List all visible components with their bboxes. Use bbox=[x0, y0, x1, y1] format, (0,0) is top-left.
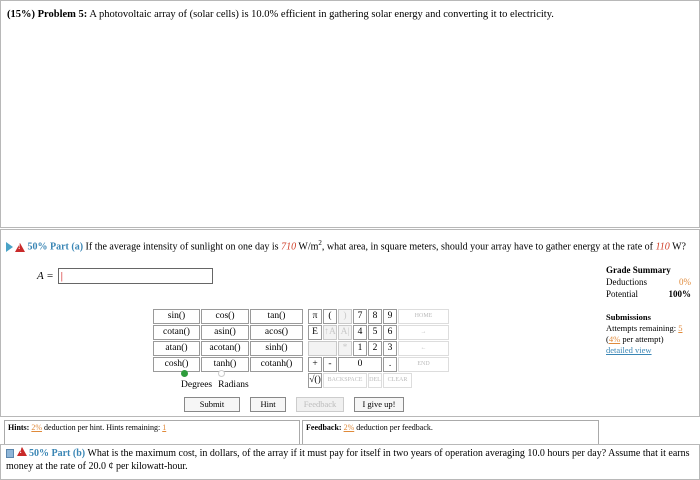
submit-button[interactable]: Submit bbox=[184, 397, 240, 412]
key-acos[interactable]: acos() bbox=[250, 325, 303, 340]
problem-text: A photovoltaic array of (solar cells) is 10.0% efficient in gathering solar energy and converting it to electricity. bbox=[89, 9, 554, 20]
answer-label: A = bbox=[37, 270, 54, 282]
deductions-label: Deductions bbox=[606, 277, 647, 287]
part-b-weight: 50% bbox=[29, 448, 49, 459]
key-pi[interactable]: π bbox=[308, 309, 322, 324]
key-cosh[interactable]: cosh() bbox=[153, 357, 200, 372]
hint-deduction-pct: 2% bbox=[31, 423, 43, 432]
key-3[interactable]: 3 bbox=[383, 341, 397, 356]
feedback-button[interactable]: Feedback bbox=[296, 397, 344, 412]
key-plus[interactable]: + bbox=[308, 357, 322, 372]
potential-label: Potential bbox=[606, 289, 638, 299]
attempts-value: 5 bbox=[678, 323, 683, 333]
hints-text: deduction per hint. Hints remaining: bbox=[44, 423, 161, 432]
key-tan[interactable]: tan() bbox=[250, 309, 303, 324]
part-b-text: What is the maximum cost, in dollars, of the array if it must pay for itself in two years of operation averaging 10.0 hours per day? Assume that it earns money at the rate of 20.0 ¢ per kilowatt-hour. bbox=[6, 448, 690, 472]
answer-row bbox=[37, 268, 213, 284]
key-open-paren[interactable]: ( bbox=[323, 309, 337, 324]
deductions-row bbox=[606, 276, 691, 288]
key-1[interactable]: 1 bbox=[353, 341, 367, 356]
intensity-value: 710 bbox=[281, 241, 297, 253]
attempts-label: Attempts remaining: bbox=[606, 323, 677, 333]
part-a-panel bbox=[0, 229, 700, 432]
key-del[interactable]: DEL bbox=[368, 373, 382, 388]
hint-button[interactable]: Hint bbox=[250, 397, 286, 412]
part-b-question bbox=[6, 447, 696, 473]
problem-points: (15%) bbox=[7, 9, 35, 20]
answer-input[interactable] bbox=[58, 268, 213, 284]
part-a-weight: 50% bbox=[27, 241, 48, 253]
symbol-keys bbox=[308, 309, 449, 388]
key-right-arrow[interactable]: → bbox=[398, 325, 449, 340]
document-icon bbox=[6, 449, 14, 458]
key-close-paren[interactable]: ) bbox=[338, 309, 352, 324]
key-multiply[interactable]: * bbox=[338, 341, 352, 356]
function-keys bbox=[153, 309, 303, 372]
part-b-panel bbox=[0, 444, 700, 480]
key-cos[interactable]: cos() bbox=[201, 309, 249, 324]
hints-remaining: 1 bbox=[162, 423, 167, 432]
key-6[interactable]: 6 bbox=[383, 325, 397, 340]
part-a-text-end: W? bbox=[672, 241, 686, 253]
key-cotanh[interactable]: cotanh() bbox=[250, 357, 303, 372]
warning-icon bbox=[17, 447, 27, 456]
key-acotan[interactable]: acotan() bbox=[201, 341, 249, 356]
problem-panel bbox=[0, 0, 700, 228]
grade-summary-title: Grade Summary bbox=[606, 265, 671, 275]
deductions-value: 0% bbox=[679, 277, 691, 287]
key-8[interactable]: 8 bbox=[368, 309, 382, 324]
degrees-option[interactable] bbox=[181, 370, 212, 390]
hints-label: Hints: bbox=[8, 423, 30, 432]
feedback-text: deduction per feedback. bbox=[356, 423, 433, 432]
key-0[interactable]: 0 bbox=[338, 357, 382, 372]
submissions-title: Submissions bbox=[606, 312, 651, 322]
unit-exponent: 2 bbox=[318, 239, 322, 247]
action-buttons bbox=[184, 397, 404, 412]
part-a-question bbox=[6, 237, 696, 253]
key-clear[interactable]: CLEAR bbox=[383, 373, 412, 388]
potential-value: 100% bbox=[668, 289, 691, 299]
key-end[interactable]: END bbox=[398, 357, 449, 372]
intensity-unit: W/m bbox=[298, 241, 319, 253]
part-a-label: Part (a) bbox=[50, 241, 84, 253]
submissions-panel bbox=[606, 312, 696, 356]
radians-option[interactable] bbox=[218, 370, 249, 390]
key-4[interactable]: 4 bbox=[353, 325, 367, 340]
angle-mode bbox=[181, 370, 249, 390]
radians-label: Radians bbox=[218, 380, 249, 390]
degrees-radio-icon[interactable] bbox=[181, 370, 188, 377]
key-up-a[interactable]: ↑A bbox=[323, 325, 337, 340]
key-7[interactable]: 7 bbox=[353, 309, 367, 324]
key-e[interactable]: E bbox=[308, 325, 322, 340]
key-a-bar[interactable]: A| bbox=[338, 325, 352, 340]
part-a-text-post: , what area, in square meters, should your array have to gather energy at the rate of bbox=[321, 241, 653, 253]
key-sinh[interactable]: sinh() bbox=[250, 341, 303, 356]
key-cotan[interactable]: cotan() bbox=[153, 325, 200, 340]
key-decimal[interactable]: . bbox=[383, 357, 397, 372]
detailed-view-link[interactable]: detailed view bbox=[606, 345, 652, 355]
rate-value: 110 bbox=[655, 241, 670, 253]
give-up-button[interactable]: I give up! bbox=[354, 397, 404, 412]
problem-statement bbox=[7, 8, 697, 22]
radians-radio-icon[interactable] bbox=[218, 370, 225, 377]
expand-arrow-icon[interactable] bbox=[6, 242, 13, 252]
problem-number: Problem 5: bbox=[37, 9, 88, 20]
key-blank[interactable] bbox=[308, 341, 337, 356]
key-tanh[interactable]: tanh() bbox=[201, 357, 249, 372]
warning-icon bbox=[15, 243, 25, 252]
part-b-label: Part (b) bbox=[51, 448, 86, 459]
key-sqrt[interactable]: √() bbox=[308, 373, 322, 388]
per-attempt-pct: 4% bbox=[608, 334, 621, 344]
key-atan[interactable]: atan() bbox=[153, 341, 200, 356]
degrees-label: Degrees bbox=[181, 380, 213, 390]
part-a-icons bbox=[6, 242, 25, 252]
key-backspace[interactable]: BACKSPACE bbox=[323, 373, 367, 388]
per-attempt-label: per attempt) bbox=[622, 334, 664, 344]
key-minus[interactable]: - bbox=[323, 357, 337, 372]
key-9[interactable]: 9 bbox=[383, 309, 397, 324]
per-attempt-row: (4% per attempt) bbox=[606, 334, 664, 344]
key-left-arrow[interactable]: ← bbox=[398, 341, 449, 356]
hints-bar bbox=[4, 420, 300, 446]
key-sin[interactable]: sin() bbox=[153, 309, 200, 324]
attempts-row bbox=[606, 323, 696, 334]
feedback-bar bbox=[302, 420, 599, 446]
key-asin[interactable]: asin() bbox=[201, 325, 249, 340]
feedback-deduction-pct: 2% bbox=[343, 423, 355, 432]
key-home[interactable]: HOME bbox=[398, 309, 449, 324]
key-5[interactable]: 5 bbox=[368, 325, 382, 340]
feedback-label: Feedback: bbox=[306, 423, 342, 432]
key-2[interactable]: 2 bbox=[368, 341, 382, 356]
part-a-text-pre: If the average intensity of sunlight on one day is bbox=[85, 241, 279, 253]
grade-summary bbox=[606, 264, 691, 300]
potential-row bbox=[606, 288, 691, 300]
